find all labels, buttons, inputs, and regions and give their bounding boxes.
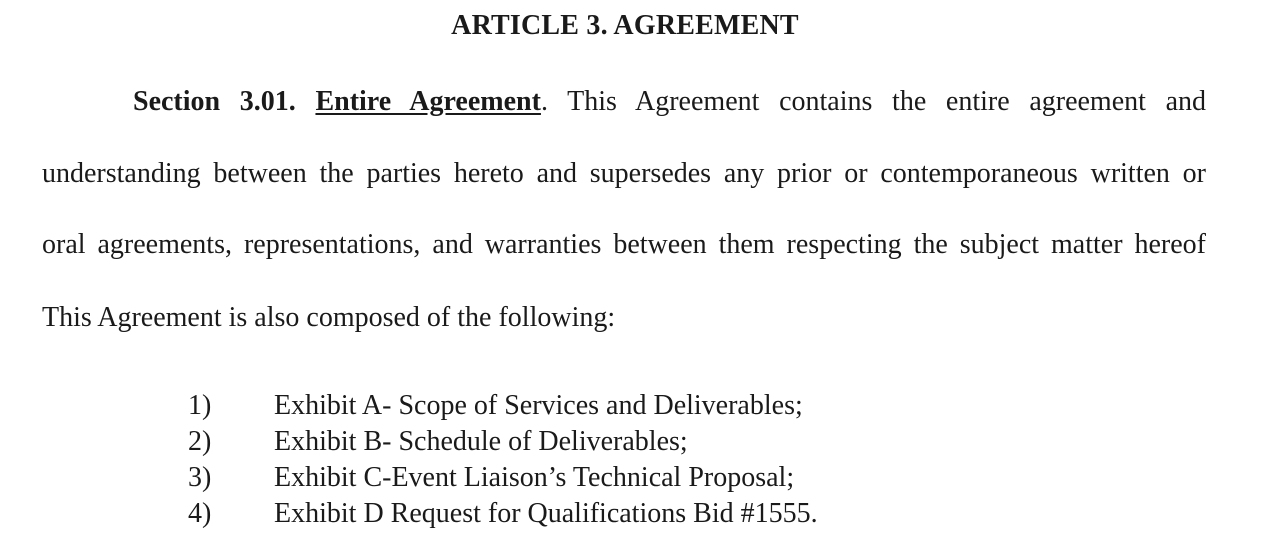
- exhibit-number: 3): [188, 462, 212, 493]
- list-item: [188, 388, 818, 424]
- exhibit-number: 1): [188, 390, 212, 421]
- section-text-line-1: This Agreement contains the entire agreement and: [567, 86, 1207, 117]
- list-item: [188, 424, 818, 460]
- section-text-line-2: understanding between the parties hereto and supersedes any prior or contemporaneous written or: [42, 158, 1206, 189]
- exhibit-text: Exhibit D Request for Qualifications Bid #1555.: [274, 498, 818, 529]
- exhibit-number: 2): [188, 426, 212, 457]
- section-label: Section 3.01.: [133, 86, 296, 117]
- list-item: [188, 496, 818, 532]
- exhibit-number: 4): [188, 498, 212, 529]
- section-text-line-3: oral agreements, representations, and warranties between them respecting the subject matter hereof: [42, 229, 1206, 260]
- exhibit-text: Exhibit A- Scope of Services and Deliverables;: [274, 390, 803, 421]
- section-first-line: [133, 86, 1206, 118]
- article-heading: ARTICLE 3. AGREEMENT: [451, 10, 799, 41]
- exhibit-text: Exhibit C-Event Liaison’s Technical Proposal;: [274, 462, 795, 493]
- section-title: Entire Agreement: [315, 86, 541, 117]
- list-item: [188, 460, 818, 496]
- exhibit-text: Exhibit B- Schedule of Deliverables;: [274, 426, 688, 457]
- section-text-line-4: This Agreement is also composed of the following:: [42, 302, 616, 333]
- section-title-suffix: .: [540, 86, 548, 117]
- exhibit-list: [188, 388, 818, 532]
